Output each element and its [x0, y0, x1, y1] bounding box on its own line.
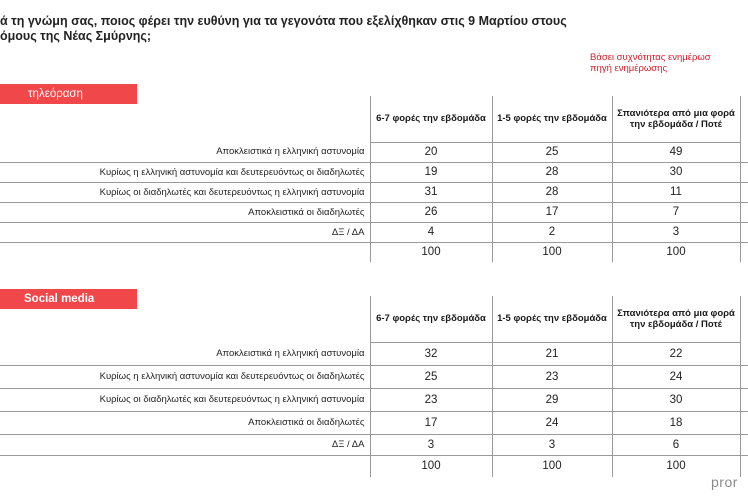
- question-line-1: ά τη γνώμη σας, ποιος φέρει την ευθύνη για τα γεγονότα που εξελίχθηκαν στις 9 Μαρτίου στους: [0, 14, 567, 28]
- cell-value: 28: [492, 162, 612, 182]
- cell-value: 17: [370, 411, 492, 434]
- row-label: Αποκλειστικά η ελληνική αστυνομία: [0, 142, 370, 162]
- cell-value: 6: [612, 434, 740, 455]
- table-row: [0, 342, 748, 365]
- frequency-note: [590, 52, 748, 74]
- total-row: [0, 242, 748, 262]
- table-row: [0, 411, 748, 434]
- cell-value: 21: [492, 342, 612, 365]
- total-value: 100: [370, 455, 492, 477]
- table-header-row: [0, 296, 748, 342]
- cell-value: 22: [612, 342, 740, 365]
- cell-value: 24: [612, 365, 740, 388]
- row-label: Κυρίως οι διαδηλωτές και δευτερευόντως η ελληνική αστυνομία: [0, 182, 370, 202]
- cell-value: 29: [492, 388, 612, 411]
- total-value: 100: [492, 242, 612, 262]
- cell-value: 25: [370, 365, 492, 388]
- cell-value: 19: [370, 162, 492, 182]
- cell-value: 23: [492, 365, 612, 388]
- column-header: 6-7 φορές την εβδομάδα: [370, 96, 492, 142]
- total-value: 100: [492, 455, 612, 477]
- total-value: 100: [612, 242, 740, 262]
- cell-value: 3: [370, 434, 492, 455]
- brand-logo: pror: [711, 474, 738, 490]
- section-tag-social-media: Social media: [0, 289, 137, 309]
- row-label: Κυρίως η ελληνική αστυνομία και δευτερευόντως οι διαδηλωτές: [0, 365, 370, 388]
- table-row: [0, 222, 748, 242]
- row-label: Αποκλειστικά οι διαδηλωτές: [0, 411, 370, 434]
- column-header: Σπανιότερα από μια φορά την εβδομάδα / Ποτέ: [612, 96, 740, 142]
- column-header: 6-7 φορές την εβδομάδα: [370, 296, 492, 342]
- cell-value: 32: [370, 342, 492, 365]
- cell-value: 3: [612, 222, 740, 242]
- table-row: [0, 434, 748, 455]
- column-header: 1-5 φορές την εβδομάδα: [492, 296, 612, 342]
- row-label: Κυρίως η ελληνική αστυνομία και δευτερευόντως οι διαδηλωτές: [0, 162, 370, 182]
- row-label: ΔΞ / ΔΑ: [0, 434, 370, 455]
- row-label: Αποκλειστικά οι διαδηλωτές: [0, 202, 370, 222]
- cell-value: 2: [492, 222, 612, 242]
- cell-value: 23: [370, 388, 492, 411]
- row-label: Αποκλειστικά η ελληνική αστυνομία: [0, 342, 370, 365]
- note-line-1: Βάσει συχνότητας ενημέρωσ: [590, 52, 711, 63]
- total-value: 100: [612, 455, 740, 477]
- total-value: 100: [370, 242, 492, 262]
- cell-value: 30: [612, 162, 740, 182]
- question-line-2: όμους της Νέας Σμύρνης;: [0, 29, 152, 43]
- row-label: Κυρίως οι διαδηλωτές και δευτερευόντως η ελληνική αστυνομία: [0, 388, 370, 411]
- note-line-2: πηγή ενημέρωσης: [590, 63, 668, 74]
- table-row: [0, 162, 748, 182]
- cell-value: 7: [612, 202, 740, 222]
- section-tag-television: τηλεόραση: [0, 84, 137, 104]
- table-row: [0, 142, 748, 162]
- cell-value: 49: [612, 142, 740, 162]
- results-table-television: [0, 96, 748, 262]
- cell-value: 20: [370, 142, 492, 162]
- table-header-row: [0, 96, 748, 142]
- cell-value: 31: [370, 182, 492, 202]
- cell-value: 30: [612, 388, 740, 411]
- row-label: ΔΞ / ΔΑ: [0, 222, 370, 242]
- cell-value: 4: [370, 222, 492, 242]
- survey-question: [0, 14, 600, 44]
- cell-value: 11: [612, 182, 740, 202]
- cell-value: 25: [492, 142, 612, 162]
- cell-value: 17: [492, 202, 612, 222]
- column-header: 1-5 φορές την εβδομάδα: [492, 96, 612, 142]
- cell-value: 28: [492, 182, 612, 202]
- cell-value: 24: [492, 411, 612, 434]
- table-row: [0, 182, 748, 202]
- table-row: [0, 388, 748, 411]
- table-row: [0, 365, 748, 388]
- cell-value: 18: [612, 411, 740, 434]
- column-header: Σπανιότερα από μια φορά την εβδομάδα / Ποτέ: [612, 296, 740, 342]
- cell-value: 26: [370, 202, 492, 222]
- total-row: [0, 455, 748, 477]
- results-table-social-media: [0, 296, 748, 477]
- cell-value: 3: [492, 434, 612, 455]
- table-row: [0, 202, 748, 222]
